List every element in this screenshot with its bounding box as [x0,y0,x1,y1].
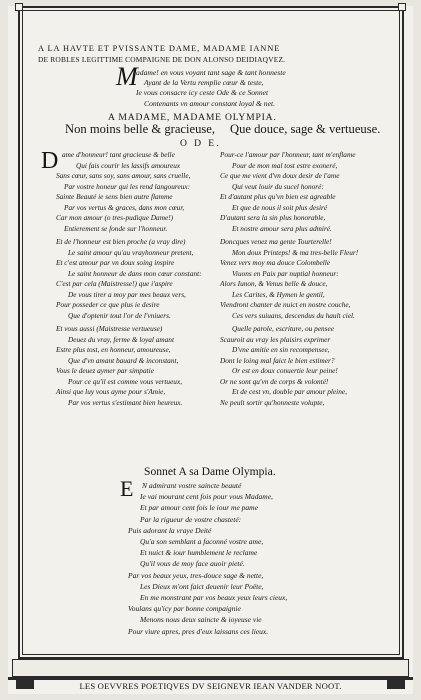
verse-line: Qu'il vous de moy face auoir pieté. [140,559,245,569]
dedication-poem [136,68,286,109]
verse-line: Venez vers moy ma douce Colombelle [220,258,331,267]
verse-line: En me monstrant par vos beaux yeux leurs cieux, [140,593,288,603]
verse-line: C'est par cela (Maistresse!) que i'aspire [56,279,173,288]
verse-line: Le saint amour qu'au vrayhonneur pretent, [68,247,194,257]
verse-line: Ces vers suiuans, descendus du hault ciel. [232,310,355,320]
verse-line: Mon doux Printeps! & ma tres-belle Fleur! [232,247,359,257]
verse-line: Deuez du vray, ferme & loyal amant [68,334,174,344]
verse-line: Pour posseder ce que plus ie desire [56,300,160,309]
verse-line: Qui veut louir du sucel honoré: [232,181,324,191]
verse-line: Or ne sont qu'vn de corps & volonté! [220,376,329,386]
verse-line: Et de l'honneur est bien proche (a vray dire) [56,237,186,246]
verse-line: Qu'a son semblant a faconné vostre ame, [140,537,264,547]
book-page [8,6,413,694]
verse-line: Scauroit au vray les plaisirs exprimer [220,334,331,344]
verse-line: Entierement se fonde sur l'honneur. [64,223,168,233]
dedication-line-1: A LA HAVTE ET PVISSANTE DAME, MADAME IANNE [38,44,281,53]
ode-right-column [220,150,358,408]
dedication-drop-cap: M [116,62,138,91]
dedication-line-2: DE ROBLES LEGITTIME COMPAIGNE DE DON ALONSO DEIDIAQVEZ. [38,55,286,64]
verse-line: Le saint honneur de dans mon cœur constant: [68,268,202,278]
verse-line: Que d'optenir tout l'or de l'vniuers. [68,310,171,320]
verse-line: Les Carites, & Hymen le gentil, [232,289,325,299]
verse-line: Pour ce qu'il est comme vous vertueux, [68,376,183,386]
verse-line: Vous le deuez aymer par simpatie [56,366,154,375]
corner-ornament [398,3,406,11]
corner-ornament [15,3,23,11]
verse-line: Doncques venez ma gente Tourterelle! [220,237,332,246]
verse-line: Viuons en Paix par nuptial honneur: [232,268,339,278]
verse-line: Et c'est amour par vn doux soing inspire [56,258,175,267]
verse-line: Voulans qu'icy par bonne compaignie [128,604,241,614]
verse-line: N admirant vostre saincte beauté [142,481,242,490]
verse-line: Pour viure apres, pres d'eux laissans ces lieux. [128,626,269,636]
verse-line: Ie vai mourant cent fois pour vous Madame, [140,492,273,502]
verse-line: Et nuict & iour humblement le reclame [140,548,258,558]
verse-line: Et d'autant plus qu'vn bien est agreable [220,192,336,201]
verse-line: Car mon amour (o tres-pudique Dame!) [56,213,174,222]
verse-line: ame d'honneur! tant gracieuse & belle [62,150,175,159]
verse-line: Menons nous deux saincte & ioyeuse vie [140,615,262,625]
frame-base-shadow [8,677,413,680]
dedication-poem-line: adame! en vous voyant tant sage & tant honneste [136,68,286,77]
ode-drop-cap: D [41,148,59,174]
verse-line: Par la rigueur de vostre chasteté: [140,514,242,524]
verse-line: Dont le loing mal faict le bien estimer? [220,355,335,365]
dedication-poem-line: Ie vous consacre icy ceste Ode & ce Sonnet [136,88,269,98]
verse-line: Par vos vertus s'estimant bien heureux. [68,397,183,407]
sonnet-drop-cap: E [120,476,134,501]
verse-line: Et par amour cent fois le iour me pame [140,503,258,513]
verse-line: Pour de mon mal tost estre exoneré, [232,160,338,170]
verse-line: Par vostre honeur qui les rend langoureux: [64,181,191,191]
verse-line: Or est en doux conuertie leur peine! [232,366,338,375]
frame-base-bar [12,659,409,677]
verse-line: Sans cœur, sans soy, sans amour, sans cruelle, [56,171,191,180]
dedication-poem-line: Contenants vn amour constant loyal & net. [144,98,275,108]
verse-line: Quelle parole, escriture, ou pensee [232,324,334,333]
verse-line: Et vous aussi (Maistresse vertueuse) [56,324,163,333]
verse-line: Et que de nous il soit plus desiré [232,202,328,212]
verse-line: Estre plus tost, en honneur, amoureuse, [56,345,171,354]
verse-line: D'vne amitie en sin recompensee, [232,345,330,354]
section-heading: A MADAME, MADAME OLYMPIA. [108,112,277,123]
ode-heading: O D E. [180,138,222,149]
ode-left-column [56,150,202,408]
motto-left: Non moins belle & gracieuse, [65,122,216,136]
verse-line: Par vos beaux yeux, tres-douce sage & nette, [128,570,264,580]
verse-line: D'autant sera la sin plus honorable, [220,213,326,222]
verse-line: Ce que me vient d'vn doux desir de l'ame [220,171,340,180]
verse-line: Et nostre amour sera plus admiré. [232,223,332,233]
verse-line: Les Dieux m'ont faict deuenir leur Poëte, [140,581,264,591]
verse-line: Alors Iunon, & Venus belle & douce, [220,279,328,288]
sonnet-title: Sonnet A sa Dame Olympia. [144,465,276,478]
verse-line: Par vos vertus & graces, dans mon cœur, [64,202,185,212]
running-footer: LES OEVVRES POETIQVES DV SEIGNEVR IEAN VANDER NOOT. [79,681,342,691]
verse-line: Viendront chanter de nuict en nostre couche, [220,300,351,309]
verse-line: Et de cest vn, double par amour pleine, [232,387,347,396]
sonnet-body [128,480,287,637]
verse-line: Pour-ce l'amour par l'honneur, tant m'enflame [220,150,356,159]
verse-line: Sainte Beauté ie sens bien autre flamme [56,192,173,201]
verse-line: Ainsi que luy vous ayme pour s'Amie, [56,387,166,396]
verse-line: Ne peult sortir qu'honneste volupte, [220,397,325,407]
verse-line: Qui fais courir les lassifs amoureux [76,160,181,170]
verse-line: Puis adorant la vraye Deité [128,525,212,535]
dedication-poem-line: Ayant de la Vertu remplie cœur & teste, [144,78,264,88]
verse-line: De vous tirer a moy par mes beaux vers, [68,289,186,299]
verse-line: Que d'vn amant bauard & inconstant, [68,355,179,365]
motto-right: Que douce, sage & vertueuse. [230,122,381,136]
frame-base [8,657,413,679]
